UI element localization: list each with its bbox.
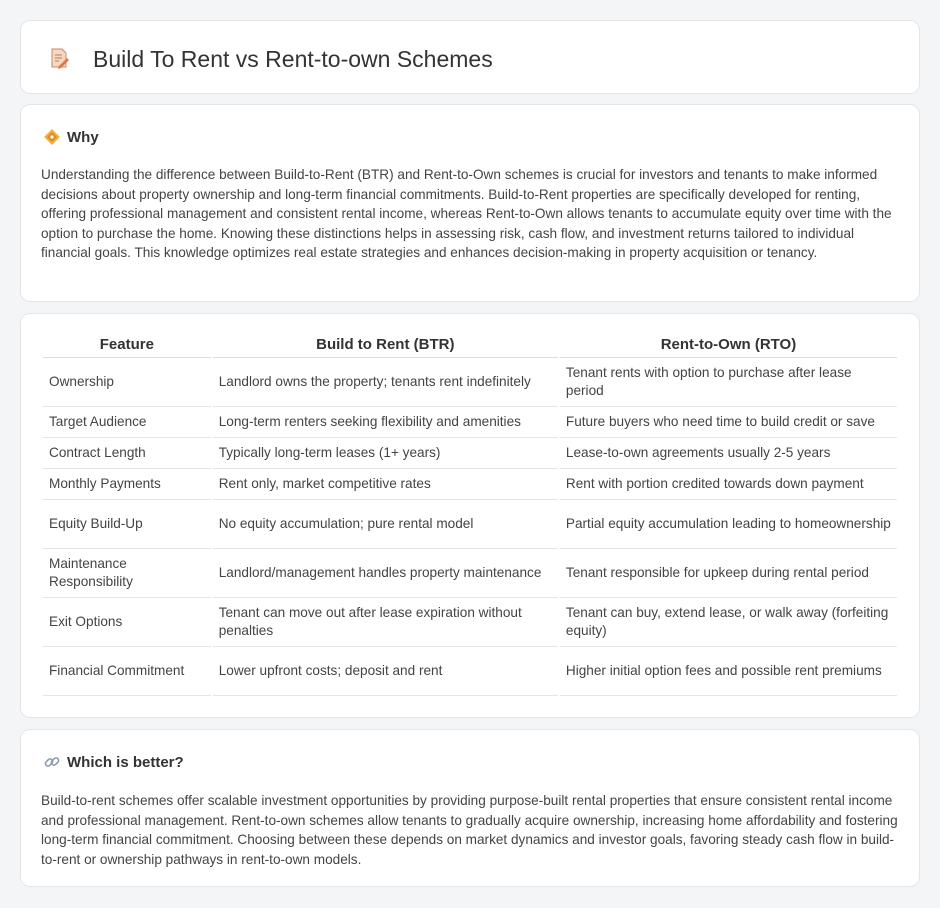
table-row — [43, 500, 897, 549]
table-cell-btr: Typically long-term leases (1+ years) — [213, 438, 558, 469]
why-body: Understanding the difference between Build-to-Rent (BTR) and Rent-to-Own schemes is crucial for investors and tenants to make informed decisions about property ownership and long-term financial commitments. Build-to-Rent properties are specifically developed for renting, offering professional management and consistent rental income, whereas Rent-to-Own allows tenants to accumulate equity over time with the option to purchase the home. Knowing these distinctions helps in assessing risk, cash flow, and investment returns tailored to individual financial goals. This knowledge optimizes real estate strategies and enhances decision-making in property acquisition or tenancy. — [41, 167, 892, 260]
table-row — [43, 549, 897, 598]
comparison-table — [41, 334, 899, 696]
table-row — [43, 598, 897, 647]
table-row — [43, 647, 897, 696]
table-row — [43, 407, 897, 438]
table-cell-rto: Tenant rents with option to purchase after lease period — [560, 358, 897, 407]
header-card — [20, 20, 920, 94]
why-heading — [43, 127, 99, 147]
table-row — [43, 469, 897, 500]
page-title: Build To Rent vs Rent-to-own Schemes — [93, 46, 493, 72]
table-cell-rto: Higher initial option fees and possible rent premiums — [560, 647, 897, 696]
table-cell-feature: Contract Length — [43, 438, 211, 469]
document-pencil-icon — [47, 46, 71, 70]
table-cell-feature: Monthly Payments — [43, 469, 211, 500]
table-cell-btr: No equity accumulation; pure rental model — [213, 500, 558, 549]
table-cell-btr: Tenant can move out after lease expiration without penalties — [213, 598, 558, 647]
table-cell-feature: Maintenance Responsibility — [43, 549, 211, 598]
table-cell-btr: Rent only, market competitive rates — [213, 469, 558, 500]
better-body: Build-to-rent schemes offer scalable investment opportunities by providing purpose-built rental properties that ensure consistent rental income and professional management. Rent-to-own schemes allow tenants to gradually acquire ownership, increasing home affordability and fostering long-term financial commitment. Choosing between these depends on market dynamics and investor goals, favoring steady cash flow in build-to-rent or ownership pathways in rent-to-own models. — [41, 793, 898, 867]
table-row — [43, 358, 897, 407]
better-title: Which is better? — [67, 753, 184, 771]
table-cell-btr: Long-term renters seeking flexibility and amenities — [213, 407, 558, 438]
table-cell-feature: Target Audience — [43, 407, 211, 438]
table-cell-feature: Exit Options — [43, 598, 211, 647]
table-cell-feature: Equity Build-Up — [43, 500, 211, 549]
table-header: Rent-to-Own (RTO) — [560, 334, 897, 358]
table-cell-rto: Tenant can buy, extend lease, or walk away (forfeiting equity) — [560, 598, 897, 647]
table-cell-btr: Lower upfront costs; deposit and rent — [213, 647, 558, 696]
better-heading — [43, 752, 184, 772]
link-icon — [43, 753, 61, 771]
why-section — [20, 104, 920, 302]
table-header: Feature — [43, 334, 211, 358]
table-row — [43, 438, 897, 469]
diamond-sign-icon — [43, 128, 61, 146]
table-cell-feature: Ownership — [43, 358, 211, 407]
table-cell-btr: Landlord owns the property; tenants rent indefinitely — [213, 358, 558, 407]
table-cell-rto: Tenant responsible for upkeep during rental period — [560, 549, 897, 598]
table-cell-rto: Partial equity accumulation leading to homeownership — [560, 500, 897, 549]
which-is-better-section — [20, 729, 920, 887]
table-cell-btr: Landlord/management handles property maintenance — [213, 549, 558, 598]
table-cell-rto: Future buyers who need time to build credit or save — [560, 407, 897, 438]
table-cell-rto: Rent with portion credited towards down payment — [560, 469, 897, 500]
why-title: Why — [67, 128, 99, 146]
table-header-row — [43, 334, 897, 358]
comparison-table-card — [20, 313, 920, 718]
table-header: Build to Rent (BTR) — [213, 334, 558, 358]
table-cell-feature: Financial Commitment — [43, 647, 211, 696]
table-cell-rto: Lease-to-own agreements usually 2-5 years — [560, 438, 897, 469]
